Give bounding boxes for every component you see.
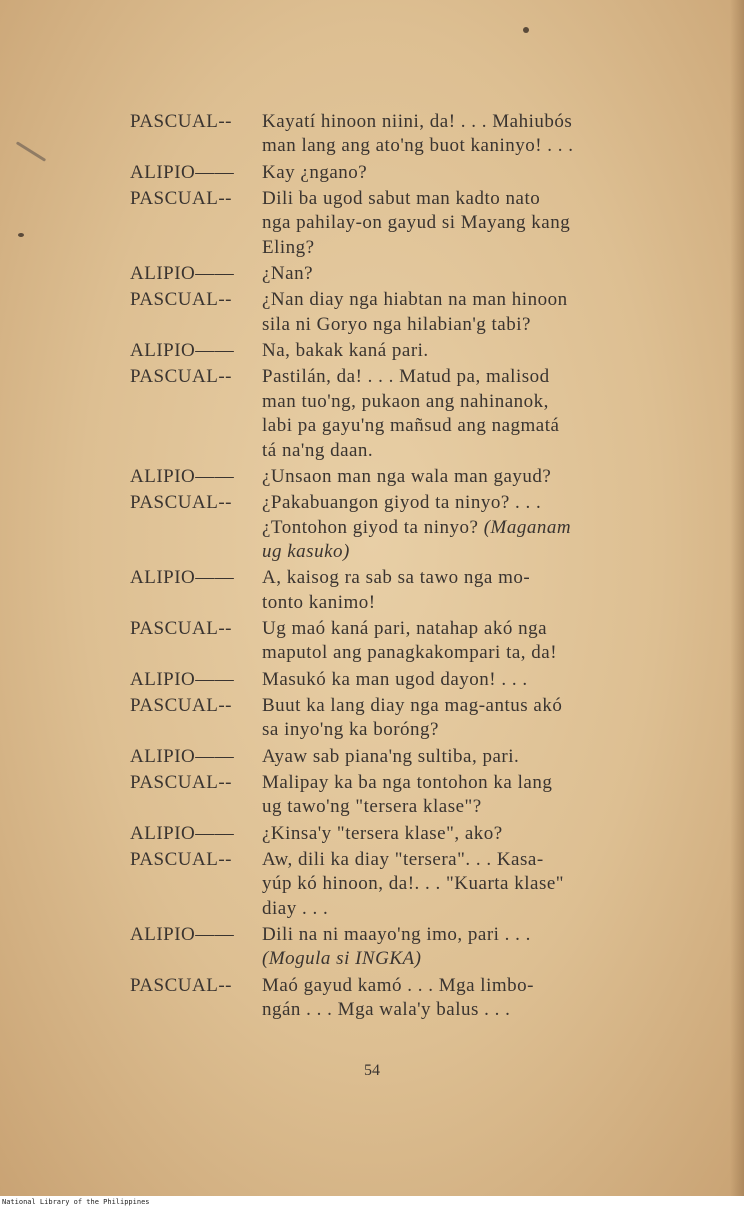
speaker-name: ALIPIO—— [130, 161, 235, 183]
stage-direction: (Maganam [478, 516, 572, 538]
dialogue-line [262, 718, 672, 742]
speaker-name: PASCUAL-- [130, 849, 232, 870]
dialogue-line-text: Buut ka lang diay nga mag-antus akó [262, 695, 563, 716]
dialogue-line [262, 390, 672, 414]
dialogue-line [262, 668, 672, 692]
dialogue-line-text: man tuo'ng, pukaon ang nahinanok, [262, 390, 549, 412]
dialogue-line [262, 745, 672, 769]
dialogue-line-text: diay . . . [262, 897, 329, 919]
dialogue-line-text: ¿Nan? [262, 263, 314, 285]
dialogue-line [262, 923, 672, 947]
speaker-name: ALIPIO—— [130, 465, 235, 487]
dialogue-line-text: man lang ang ato'ng buot kaninyo! . . . [262, 135, 574, 157]
dialogue-line-text: ngán . . . Mga wala'y balus . . . [262, 999, 511, 1021]
dialogue-line [262, 313, 672, 337]
footer-credit: National Library of the Philippines [2, 1198, 150, 1206]
dialogue-line [262, 439, 672, 463]
dialogue-line-text: ug tawo'ng "tersera klase"? [262, 796, 482, 818]
dialogue-line-text: sa inyo'ng ka boróng? [262, 719, 439, 741]
dialogue-line-text: Malipay ka ba nga tontohon ka lang [262, 772, 553, 793]
dialogue-line-text: Dili ba ugod sabut man kadto nato [262, 188, 541, 209]
dialogue-line [262, 848, 672, 872]
speaker-name: PASCUAL-- [130, 111, 232, 132]
speaker-name: ALIPIO—— [130, 668, 235, 690]
dialogue-line [262, 872, 672, 896]
dialogue-line-text: yúp kó hinoon, da!. . . "Kuarta klase" [262, 873, 565, 895]
dialogue-line [262, 211, 672, 235]
dialogue-line-text: tonto kanimo! [262, 591, 376, 613]
dialogue-line-text: ¿Nan diay nga hiabtan na man hinoon [262, 289, 568, 311]
dialogue-line-text: Kayatí hinoon niini, da! . . . Mahiubós [262, 111, 573, 132]
speaker-name: PASCUAL-- [130, 695, 232, 716]
dialogue-line-text: Masukó ka man ugod dayon! . . . [262, 668, 528, 690]
dialogue-line [262, 365, 672, 389]
dialogue-line [262, 998, 672, 1022]
dialogue-line-text: ¿Kinsa'y "tersera klase", ako? [262, 822, 503, 844]
ink-spot [523, 27, 529, 33]
speaker-name: PASCUAL-- [130, 366, 232, 388]
dialogue-line [262, 465, 672, 489]
dialogue-line-text: labi pa gayu'ng mañsud ang nagmatá [262, 415, 560, 437]
speaker-name: PASCUAL-- [130, 188, 232, 209]
dialogue-line [262, 694, 672, 718]
dialogue-line-text: Kay ¿ngano? [262, 161, 368, 183]
dialogue-line [262, 288, 672, 312]
dialogue-line [262, 491, 672, 515]
dialogue-line [262, 236, 672, 260]
dialogue-line [262, 110, 672, 134]
dialogue-line [262, 566, 672, 590]
speaker-name: PASCUAL-- [130, 772, 232, 793]
page-number: 54 [364, 1062, 380, 1079]
dialogue-line-text: Ayaw sab piana'ng sultiba, pari. [262, 745, 520, 767]
dialogue-line-text: sila ni Goryo nga hilabian'g tabi? [262, 313, 531, 335]
dialogue-line-text: Eling? [262, 236, 315, 258]
ink-spot [18, 233, 24, 237]
dialogue-line-text: ¿Pakabuangon giyod ta ninyo? . . . [262, 492, 542, 514]
dialogue-line-text: A, kaisog ra sab sa tawo nga mo- [262, 567, 531, 589]
dialogue-line-text: ¿Tontohon giyod ta ninyo? [262, 516, 479, 538]
speaker-name: ALIPIO—— [130, 924, 235, 946]
dialogue-line-text: maputol ang panagkakompari ta, da! [262, 642, 558, 664]
dialogue-line [262, 187, 672, 211]
dialogue-line [262, 339, 672, 363]
dialogue-line-text: Ug maó kaná pari, natahap akó nga [262, 618, 548, 639]
dialogue-line-text: nga pahilay-on gayud si Mayang kang [262, 212, 571, 234]
stage-direction: ug kasuko) [262, 540, 350, 562]
dialogue-line [262, 771, 672, 795]
dialogue-line [262, 134, 672, 158]
dialogue-line-text: Aw, dili ka diay "tersera". . . Kasa- [262, 849, 544, 870]
dialogue-line-text: Maó gayud kamó . . . Mga limbo- [262, 974, 534, 996]
dialogue-line-text: Pastilán, da! . . . Matud pa, malisod [262, 366, 550, 388]
dialogue-line-text: tá na'ng daan. [262, 439, 374, 461]
dialogue-line [262, 161, 672, 185]
dialogue-line-text: Dili na ni maayo'ng imo, pari . . . [262, 924, 531, 946]
speaker-name: PASCUAL-- [130, 492, 232, 514]
dialogue-line [262, 262, 672, 286]
dialogue-line [262, 897, 672, 921]
speaker-name: PASCUAL-- [130, 974, 232, 996]
dialogue-line [262, 822, 672, 846]
speaker-name: PASCUAL-- [130, 618, 232, 639]
page-edge-shadow [730, 0, 744, 1196]
dialogue-line-text: Na, bakak kaná pari. [262, 340, 429, 362]
dialogue-line [262, 617, 672, 641]
dialogue-line [262, 974, 672, 998]
dialogue-line [262, 516, 672, 540]
speaker-name: ALIPIO—— [130, 822, 235, 844]
speaker-name: ALIPIO—— [130, 567, 235, 589]
speaker-name: ALIPIO—— [130, 745, 235, 767]
dialogue-line [262, 591, 672, 615]
dialogue-line [262, 414, 672, 438]
speaker-name: ALIPIO—— [130, 263, 235, 285]
speaker-name: ALIPIO—— [130, 340, 235, 362]
dialogue-line-text: ¿Unsaon man nga wala man gayud? [262, 465, 552, 487]
speaker-name: PASCUAL-- [130, 289, 232, 311]
stage-direction: (Mogula si INGKA) [262, 948, 422, 970]
dialogue-line [262, 795, 672, 819]
dialogue-line [262, 641, 672, 665]
